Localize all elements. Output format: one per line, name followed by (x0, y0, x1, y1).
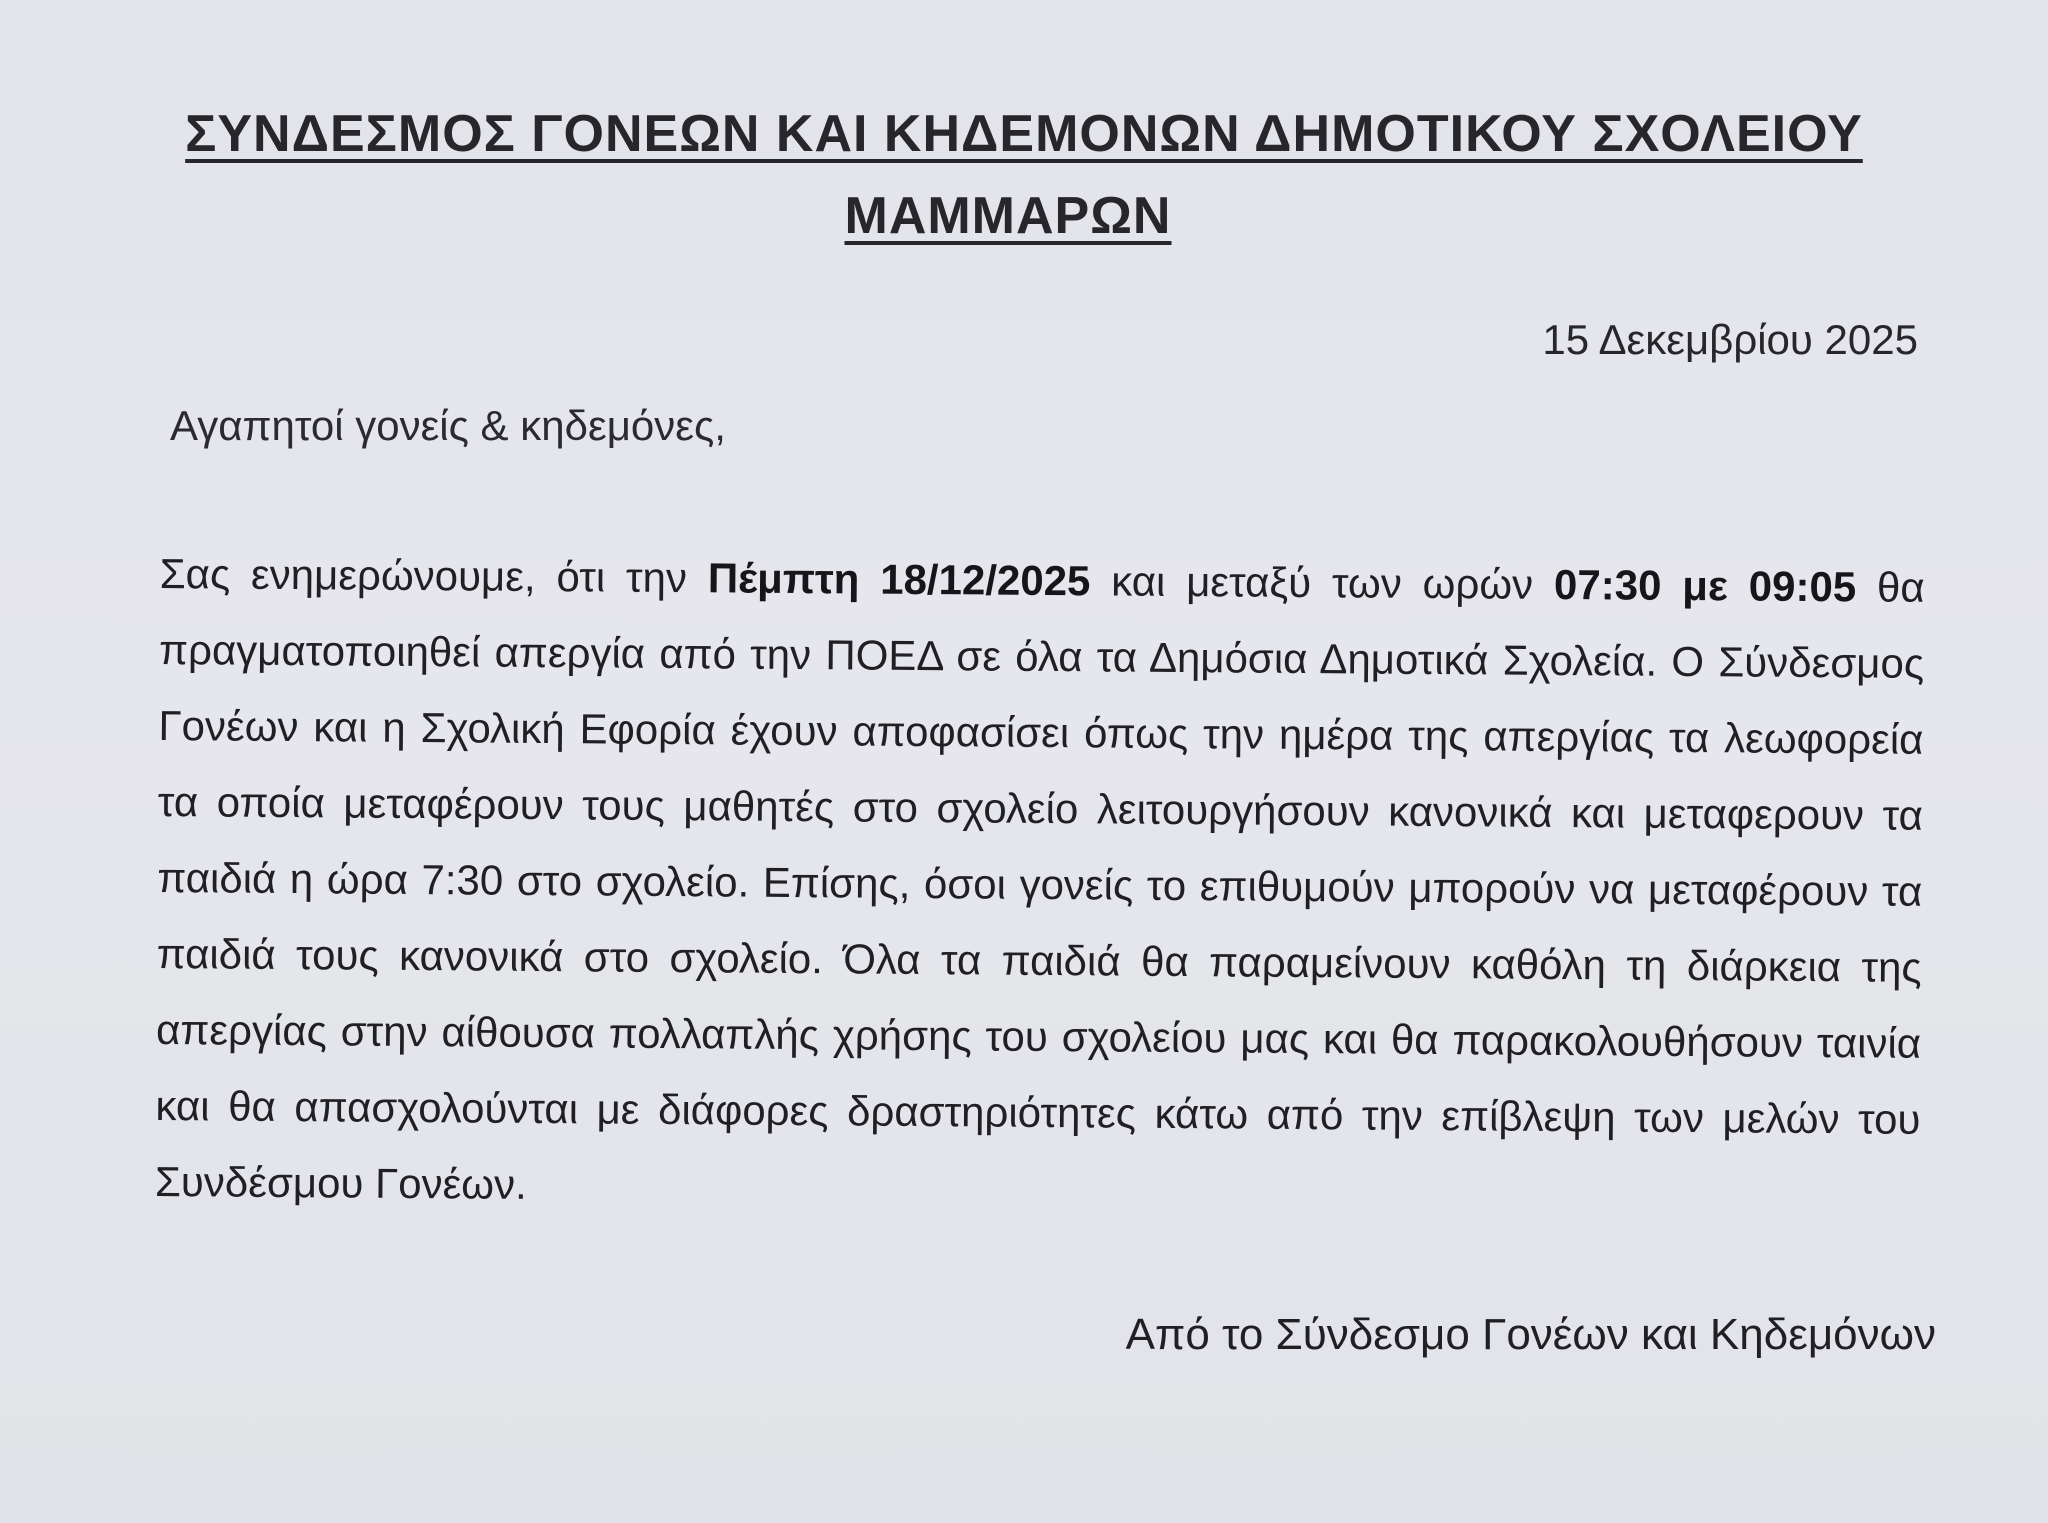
body-between-hours: και μεταξύ των ωρών (1090, 557, 1555, 608)
letter-body (155, 536, 1925, 1234)
body-rest: θα πραγματοποιηθεί απεργία από την ΠΟΕΔ σε όλα τα Δημόσια Δημοτικά Σχολεία. Ο Σύνδεσμος Γονέων και η Σχολική Εφορία έχουν αποφασίσει όπως την ημέρα της απεργίας τα λεωφορεία τα οποία μεταφέρουν τους μαθητές στο σχολείο λειτουργήσουν κανονικά και μεταφερουν τα παιδιά η ώρα 7:30 στο σχολείο. Επίσης, όσοι γονείς το επιθυμούν μπορούν να μεταφέρουν τα παιδιά τους κανονικά στο σχολείο. Όλα τα παιδιά θα παραμείνουν καθόλη τη διάρκεια της απεργίας στην αίθουσα πολλαπλής χρήσης του σχολείου μας και θα παρακολουθήσουν ταινία και θα απασχολούνται με διάφορες δραστηριότητες κάτω από την επίβλεψη των μελών του Συνδέσμου Γονέων. (154, 563, 1925, 1208)
letter-greeting: Αγαπητοί γονείς & κηδεμόνες, (170, 402, 726, 449)
letter-date: 15 Δεκεμβρίου 2025 (1542, 316, 1918, 363)
letter-signature: Από το Σύνδεσμο Γονέων και Κηδεμόνων (1125, 1310, 1936, 1359)
school-name: ΜΑΜΜΑΡΩΝ (844, 187, 1172, 245)
strike-date: Πέμπτη 18/12/2025 (707, 554, 1091, 605)
association-name: ΣΥΝΔΕΣΜΟΣ ΓΟΝΕΩΝ ΚΑΙ ΚΗΔΕΜΟΝΩΝ ΔΗΜΟΤΙΚΟΥ ΣΧΟΛΕΙΟΥ (185, 105, 1863, 163)
strike-hours: 07:30 με 09:05 (1553, 560, 1857, 611)
body-intro: Σας ενημερώνουμε, ότι την (159, 549, 709, 602)
letter-title-line-2 (0, 186, 2032, 246)
letter-title-line-1 (0, 104, 2048, 164)
